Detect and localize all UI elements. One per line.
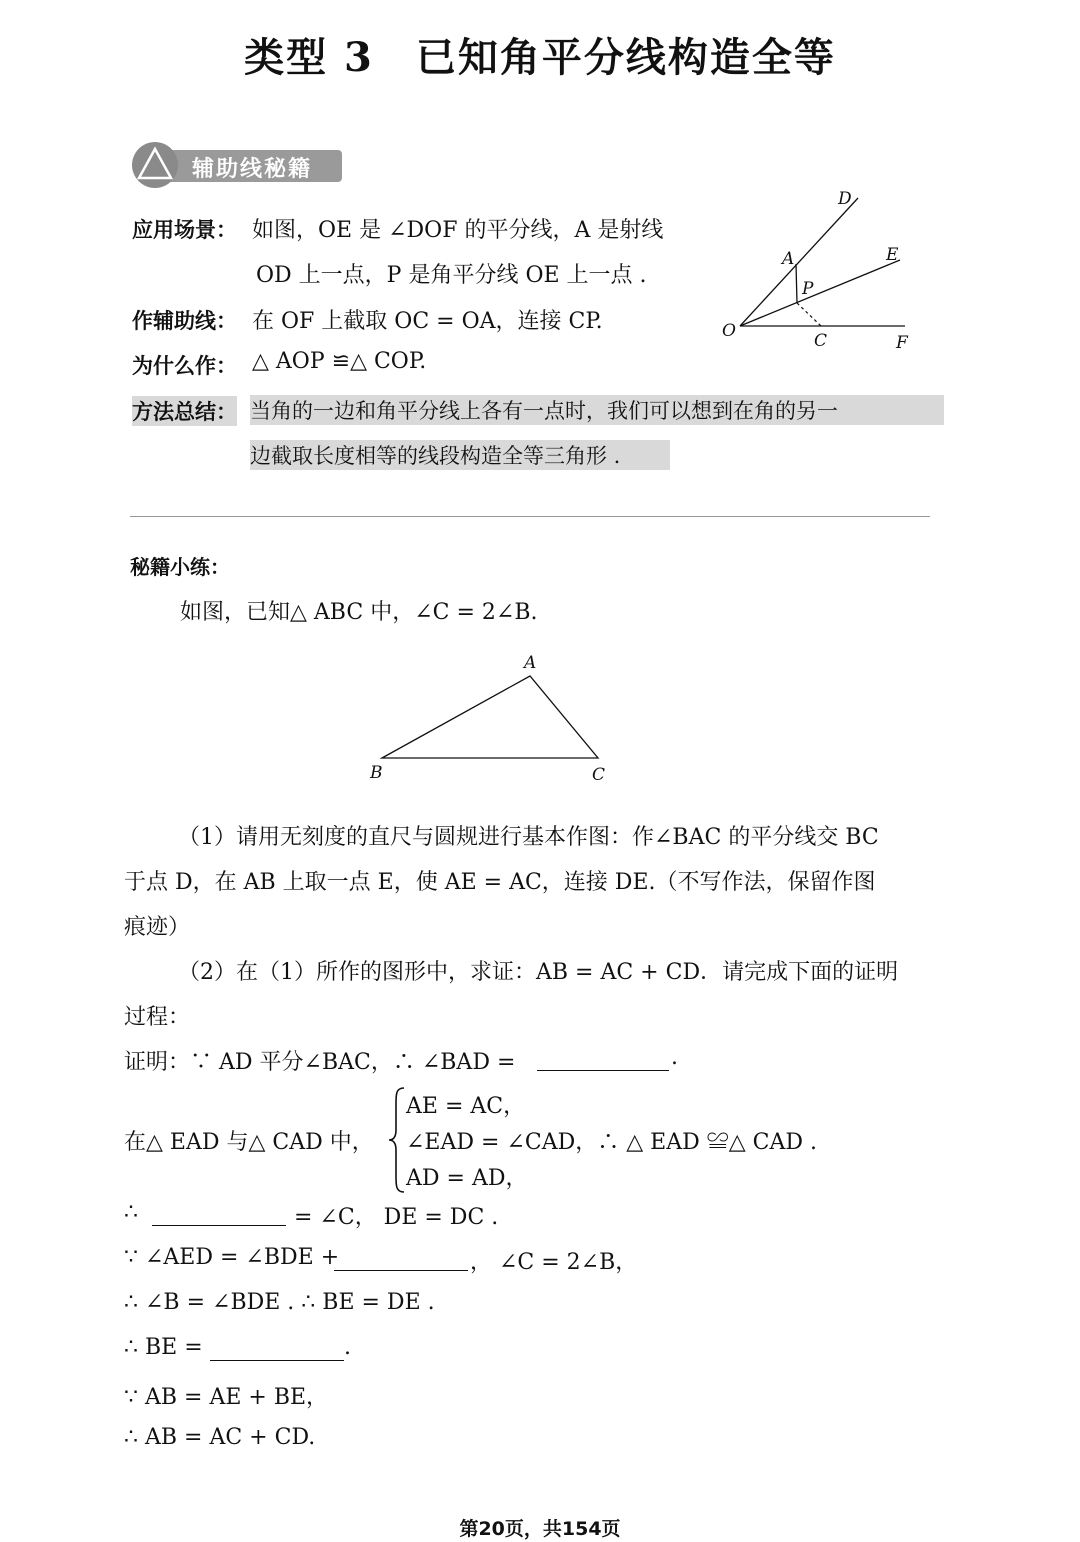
scene-line-2: OD 上一点，P 是角平分线 OE 上一点 .	[256, 263, 647, 288]
proof-line-4-pre: ∵ ∠AED = ∠BDE +	[124, 1245, 340, 1270]
blank-1[interactable]	[537, 1070, 669, 1071]
section-badge	[132, 142, 342, 188]
proof-line-1: 证明：∵ AD 平分∠BAC，∴ ∠BAD =	[124, 1050, 516, 1075]
proof-line-6-pre: ∴ BE =	[124, 1335, 203, 1360]
proof-line-5: ∴ ∠B = ∠BDE . ∴ BE = DE .	[124, 1290, 435, 1315]
label-O: O	[722, 321, 736, 341]
proof-line-3-pre: ∴	[124, 1200, 138, 1225]
page-title: 类型 3 已知角平分线构造全等	[244, 34, 836, 81]
triangle-abc-figure	[360, 650, 620, 790]
proof-line-3-post: = ∠C， DE = DC .	[294, 1205, 499, 1230]
proof-line-6-end: .	[344, 1335, 351, 1360]
why-text: △ AOP ≌△ COP.	[252, 349, 427, 374]
label-E: E	[886, 245, 899, 265]
proof-line-4-post: ， ∠C = 2∠B，	[470, 1250, 638, 1275]
proof-line-1-end: .	[671, 1045, 678, 1070]
method-line-2: 边截取长度相等的线段构造全等三角形 .	[250, 440, 670, 470]
triangle-icon	[132, 142, 178, 188]
label-A: A	[782, 249, 795, 269]
q1-line-2: 于点 D，在 AB 上取一点 E，使 AE = AC，连接 DE.（不写作法，保留作图	[124, 870, 876, 895]
label-P: P	[802, 279, 814, 299]
method-label: 方法总结：	[132, 396, 237, 426]
triangle-abc	[382, 676, 598, 758]
blank-4[interactable]	[210, 1360, 344, 1361]
scene-label: 应用场景：	[132, 218, 237, 242]
label-D: D	[838, 189, 852, 209]
practice-intro: 如图，已知△ ABC 中，∠C = 2∠B.	[180, 600, 538, 625]
blank-2[interactable]	[152, 1225, 286, 1226]
q1-line-3: 痕迹）	[124, 915, 191, 940]
proof-line-7: ∵ AB = AE + BE，	[124, 1385, 329, 1410]
method-line-1: 当角的一边和角平分线上各有一点时，我们可以想到在角的另一	[250, 395, 944, 425]
section-divider	[130, 516, 930, 517]
aux-text: 在 OF 上截取 OC = OA，连接 CP.	[252, 309, 603, 334]
badge-text: 辅助线秘籍	[192, 157, 313, 182]
ray-OD	[740, 198, 858, 326]
label-B: B	[370, 763, 383, 783]
why-label: 为什么作：	[132, 354, 237, 378]
system-line-2: ∠EAD = ∠CAD，∴ △ EAD ≌△ CAD .	[406, 1130, 817, 1155]
angle-bisector-figure	[710, 180, 930, 360]
system-line-3: AD = AD，	[406, 1166, 528, 1191]
q1-line-1: （1）请用无刻度的直尺与圆规进行基本作图：作∠BAC 的平分线交 BC	[178, 825, 879, 850]
system-line-1: AE = AC，	[406, 1094, 526, 1119]
label-A: A	[524, 653, 537, 673]
ray-OE	[740, 260, 900, 326]
scene-line-1: 如图，OE 是 ∠DOF 的平分线，A 是射线	[252, 218, 664, 243]
proof-line-2: 在△ EAD 与△ CAD 中，	[124, 1130, 374, 1155]
q2-line-1: （2）在（1）所作的图形中，求证：AB = AC + CD．请完成下面的证明	[178, 960, 899, 985]
segment-AP	[796, 264, 797, 303]
segment-CP	[797, 303, 821, 326]
blank-3[interactable]	[334, 1270, 468, 1271]
q2-line-2: 过程：	[124, 1005, 191, 1030]
aux-label: 作辅助线：	[132, 309, 237, 333]
label-C: C	[592, 765, 606, 785]
label-C: C	[814, 331, 828, 351]
page-footer: 第20页，共154页	[459, 1518, 621, 1540]
label-F: F	[896, 333, 908, 353]
proof-line-8: ∴ AB = AC + CD.	[124, 1425, 316, 1450]
practice-label: 秘籍小练：	[130, 555, 230, 579]
brace-icon	[388, 1086, 406, 1194]
